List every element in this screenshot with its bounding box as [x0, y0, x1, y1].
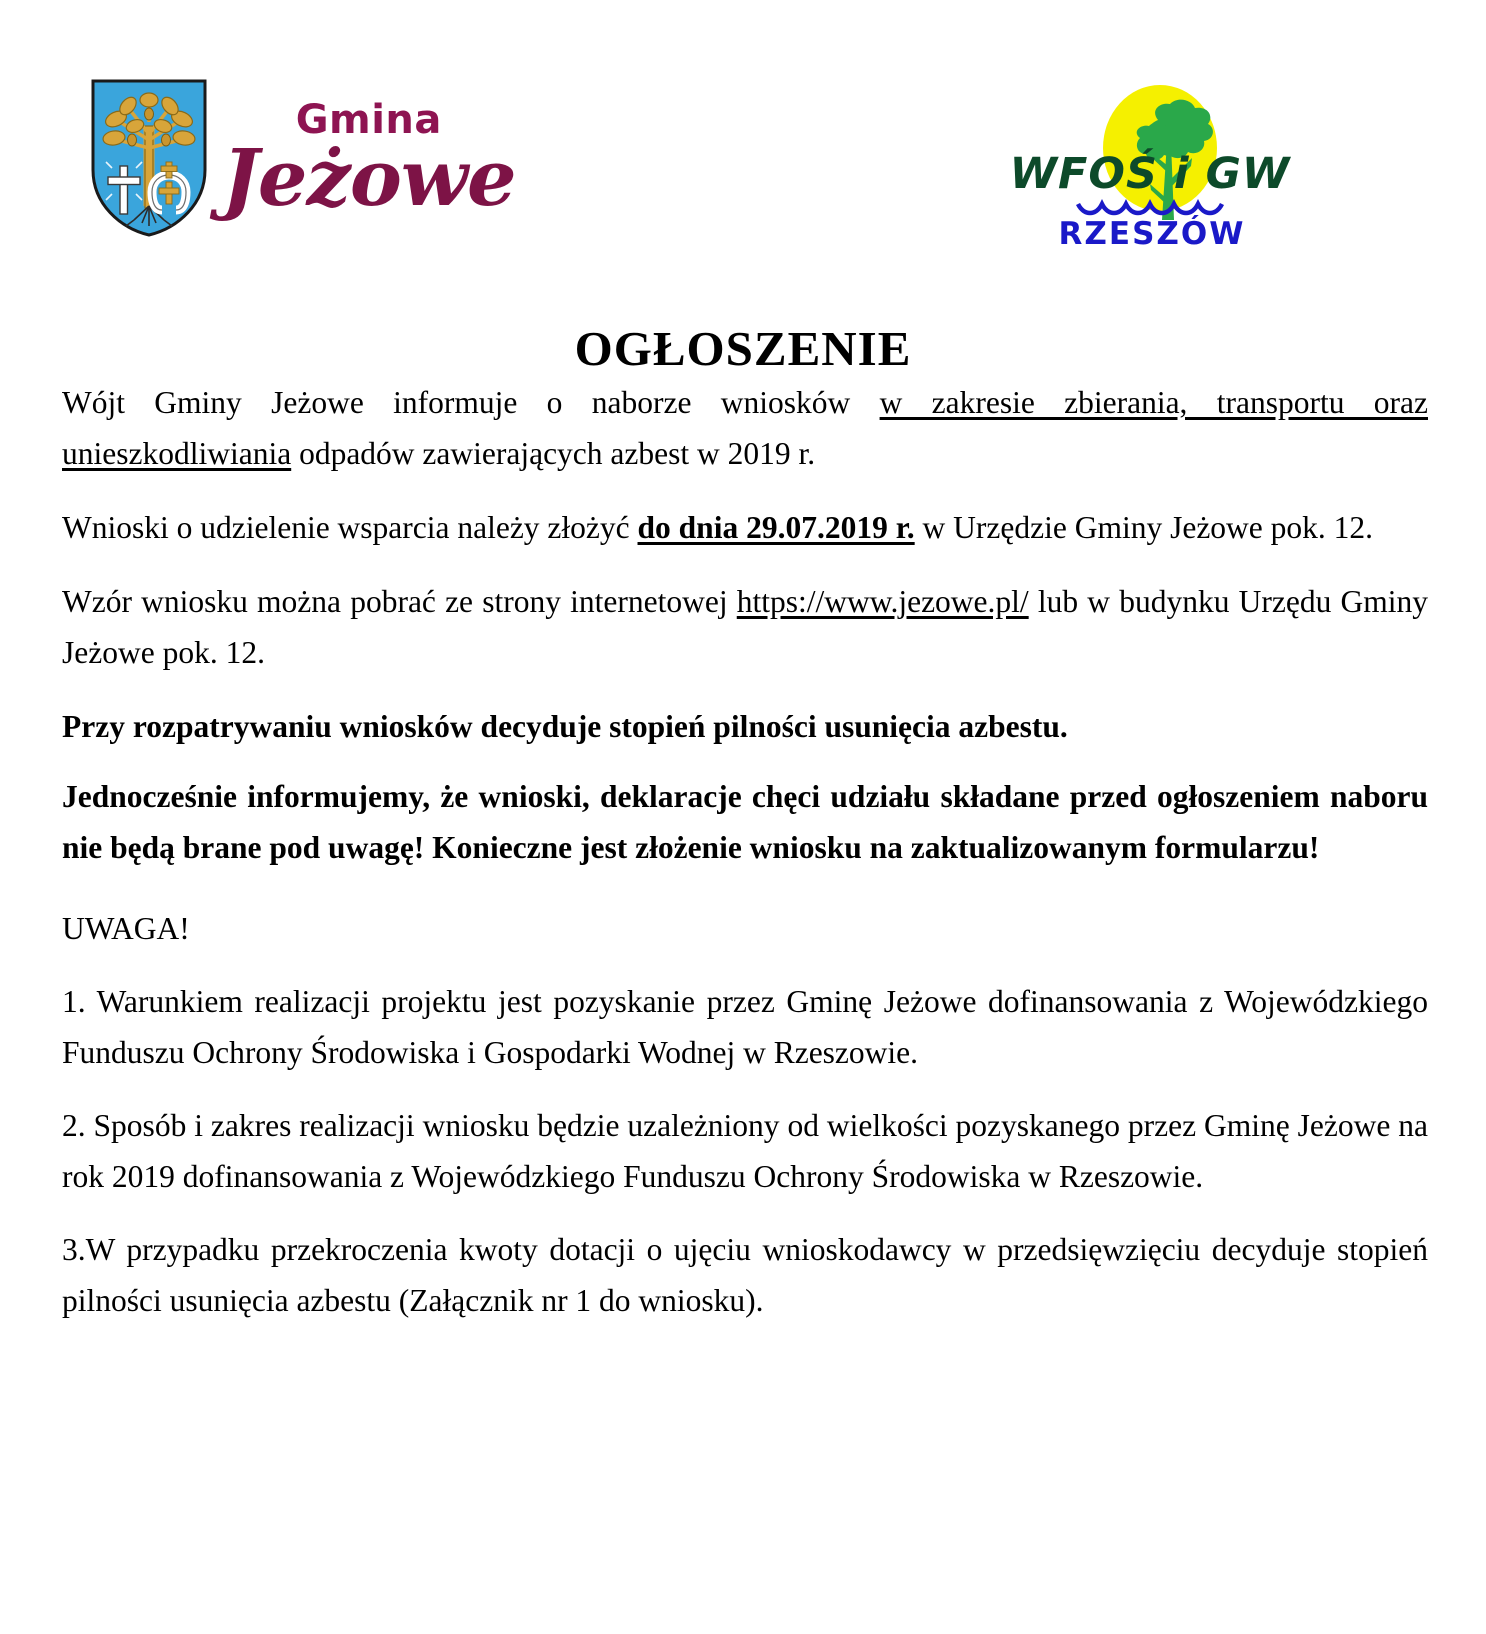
jezowe-website-link[interactable]: https://www.jezowe.pl/	[736, 584, 1029, 620]
deadline-date: do dnia 29.07.2019 r.	[637, 510, 915, 546]
gmina-wordmark	[222, 96, 516, 224]
p2-part2: w Urzędzie Gminy Jeżowe pok. 12.	[914, 510, 1374, 546]
page-title: OGŁOSZENIE	[574, 321, 912, 376]
p3-part2: lub w budynku Urzędu Gminy Jeżowe pok. 12.	[62, 584, 1428, 671]
paragraph-prior-applications-notice: Jednocześnie informujemy, że wnioski, deklaracje chęci udziału składane przed ogłoszeniem naboru nie będą brane pod uwagę! Konieczne jest złożenie wniosku na zaktualizowanym formularzu!	[62, 779, 1428, 866]
coat-of-arms-icon	[90, 78, 208, 238]
note-item-3: 3.W przypadku przekroczenia kwoty dotacji o ujęciu wnioskodawcy w przedsięwzięciu decyduje stopień pilności usunięcia azbestu (Załącznik nr 1 do wniosku).	[62, 1232, 1428, 1319]
p1-part2: odpadów zawierających azbest w 2019 r.	[291, 436, 816, 472]
document-header	[0, 0, 1486, 252]
p1-underlined-scope: w zakresie zbierania, transportu oraz unieszkodliwiania	[62, 385, 1428, 472]
wfosigw-acronym-text: WFOŚ i GW	[1009, 149, 1291, 199]
wfosigw-rzeszow-logo	[1000, 80, 1300, 255]
jezowe-label: Jeżowe	[222, 132, 516, 224]
paragraph-deadline	[62, 502, 1428, 553]
paragraph-form-download	[62, 576, 1428, 678]
paragraph-priority-notice: Przy rozpatrywaniu wniosków decyduje stopień pilności usunięcia azbestu.	[62, 709, 1068, 745]
gmina-jezowe-logo	[90, 78, 516, 238]
paragraph-nabor-info	[62, 377, 1428, 479]
gmina-label: Gmina	[295, 96, 442, 143]
attention-heading: UWAGA!	[62, 911, 190, 947]
document-body	[0, 377, 1486, 1326]
p1-part1: Wójt Gminy Jeżowe informuje o naborze wniosków	[62, 385, 880, 420]
p2-part1: Wnioski o udzielenie wsparcia należy złożyć	[62, 510, 638, 546]
note-item-1: 1. Warunkiem realizacji projektu jest pozyskanie przez Gminę Jeżowe dofinansowania z Wojewódzkiego Funduszu Ochrony Środowiska i Gospodarki Wodnej w Rzeszowie.	[62, 984, 1428, 1071]
note-item-2: 2. Sposób i zakres realizacji wniosku będzie uzależniony od wielkości pozyskanego przez Gminę Jeżowe na rok 2019 dofinansowania z Wojewódzkiego Funduszu Ochrony Środowiska w Rzeszowie.	[62, 1108, 1428, 1195]
p3-part1: Wzór wniosku można pobrać ze strony internetowej	[62, 584, 737, 620]
rzeszow-text: RZESZÓW	[1058, 216, 1246, 252]
